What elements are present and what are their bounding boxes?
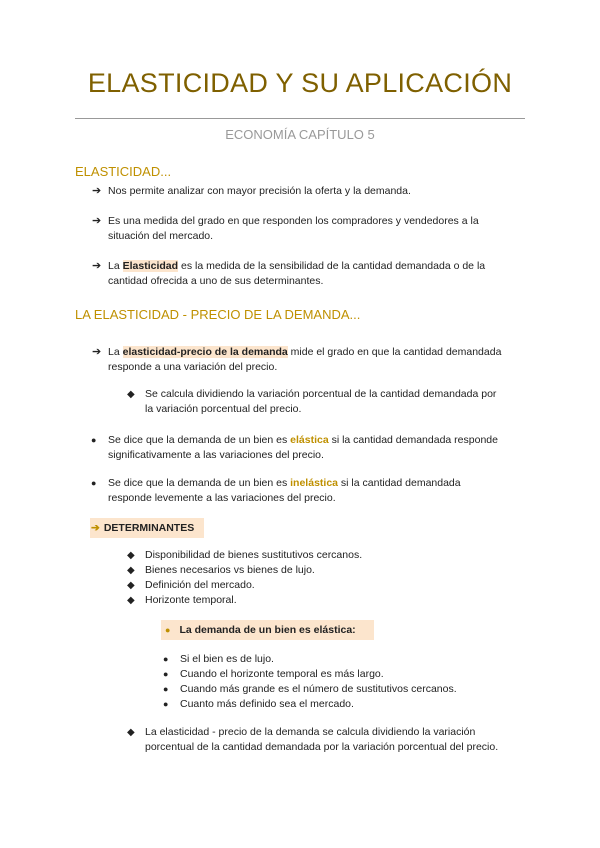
arrow-icon: ➔ xyxy=(92,260,102,272)
bullet-icon: ● xyxy=(165,625,171,635)
elastic-condition-item: Si el bien es de lujo. xyxy=(180,653,274,665)
term-elastica: elástica xyxy=(290,434,329,446)
list-item-continuation: cantidad ofrecida a uno de sus determinantes. xyxy=(108,275,324,287)
bullet-icon: ● xyxy=(163,654,169,664)
document-title: ELASTICIDAD Y SU APLICACIÓN xyxy=(87,68,513,98)
diamond-bullet-icon: ◆ xyxy=(127,727,135,738)
bullet-icon: ● xyxy=(91,435,97,445)
bullet-icon: ● xyxy=(163,699,169,709)
list-item: Es una medida del grado en que responden los compradores y vendedores a la xyxy=(108,215,479,227)
section-heading-elasticidad: ELASTICIDAD... xyxy=(75,164,172,179)
section-heading-elasticidad-precio: LA ELASTICIDAD - PRECIO DE LA DEMANDA... xyxy=(75,307,361,322)
determinant-item: Definición del mercado. xyxy=(145,579,255,591)
list-item: La elasticidad-precio de la demanda mide el grado en que la cantidad demandada xyxy=(108,346,502,358)
sub-list-item-continuation: porcentual de la cantidad demandada por la variación porcentual del precio. xyxy=(145,741,499,753)
diamond-bullet-icon: ◆ xyxy=(127,595,135,606)
sub-list-item-continuation: la variación porcentual del precio. xyxy=(145,403,302,415)
list-item-continuation: significativamente a las variaciones del precio. xyxy=(108,449,324,461)
highlighted-term: Elasticidad xyxy=(122,260,179,272)
arrow-icon: ➔ xyxy=(91,522,100,534)
document-subtitle: ECONOMÍA CAPÍTULO 5 xyxy=(225,127,375,142)
bullet-icon: ● xyxy=(91,478,97,488)
elastic-condition-item: Cuando más grande es el número de sustitutivos cercanos. xyxy=(180,683,457,695)
term-inelastica: inelástica xyxy=(290,477,339,489)
determinant-item: Disponibilidad de bienes sustitutivos cercanos. xyxy=(145,549,363,561)
arrow-icon: ➔ xyxy=(92,185,102,197)
bullet-icon: ● xyxy=(163,669,169,679)
determinant-item: Horizonte temporal. xyxy=(145,594,237,606)
sub-list-item: La elasticidad - precio de la demanda se calcula dividiendo la variación xyxy=(145,726,476,738)
highlighted-term: elasticidad-precio de la demanda xyxy=(122,346,288,358)
arrow-icon: ➔ xyxy=(92,215,102,227)
list-item-continuation: responde a una variación del precio. xyxy=(108,361,278,373)
list-item: Se dice que la demanda de un bien es inelástica si la cantidad demandada xyxy=(108,477,461,489)
list-item: La Elasticidad es la medida de la sensibilidad de la cantidad demandada o de la xyxy=(108,260,486,272)
list-item-continuation: responde levemente a las variaciones del precio. xyxy=(108,492,336,504)
determinant-item: Bienes necesarios vs bienes de lujo. xyxy=(145,564,315,576)
elastic-demand-heading: ● La demanda de un bien es elástica: xyxy=(161,620,374,640)
arrow-icon: ➔ xyxy=(92,346,102,358)
elastic-condition-item: Cuando el horizonte temporal es más largo. xyxy=(180,668,384,680)
diamond-bullet-icon: ◆ xyxy=(127,580,135,591)
list-item: Nos permite analizar con mayor precisión la oferta y la demanda. xyxy=(108,185,411,197)
bullet-icon: ● xyxy=(163,684,169,694)
elastic-condition-item: Cuanto más definido sea el mercado. xyxy=(180,698,354,710)
list-item: Se dice que la demanda de un bien es elástica si la cantidad demandada responde xyxy=(108,434,498,446)
determinants-heading: ➔ DETERMINANTES xyxy=(90,518,204,538)
diamond-bullet-icon: ◆ xyxy=(127,550,135,561)
sub-list-item: Se calcula dividiendo la variación porcentual de la cantidad demandada por xyxy=(145,388,497,400)
diamond-bullet-icon: ◆ xyxy=(127,565,135,576)
title-divider xyxy=(75,118,525,119)
list-item-continuation: situación del mercado. xyxy=(108,230,214,242)
diamond-bullet-icon: ◆ xyxy=(127,389,135,400)
